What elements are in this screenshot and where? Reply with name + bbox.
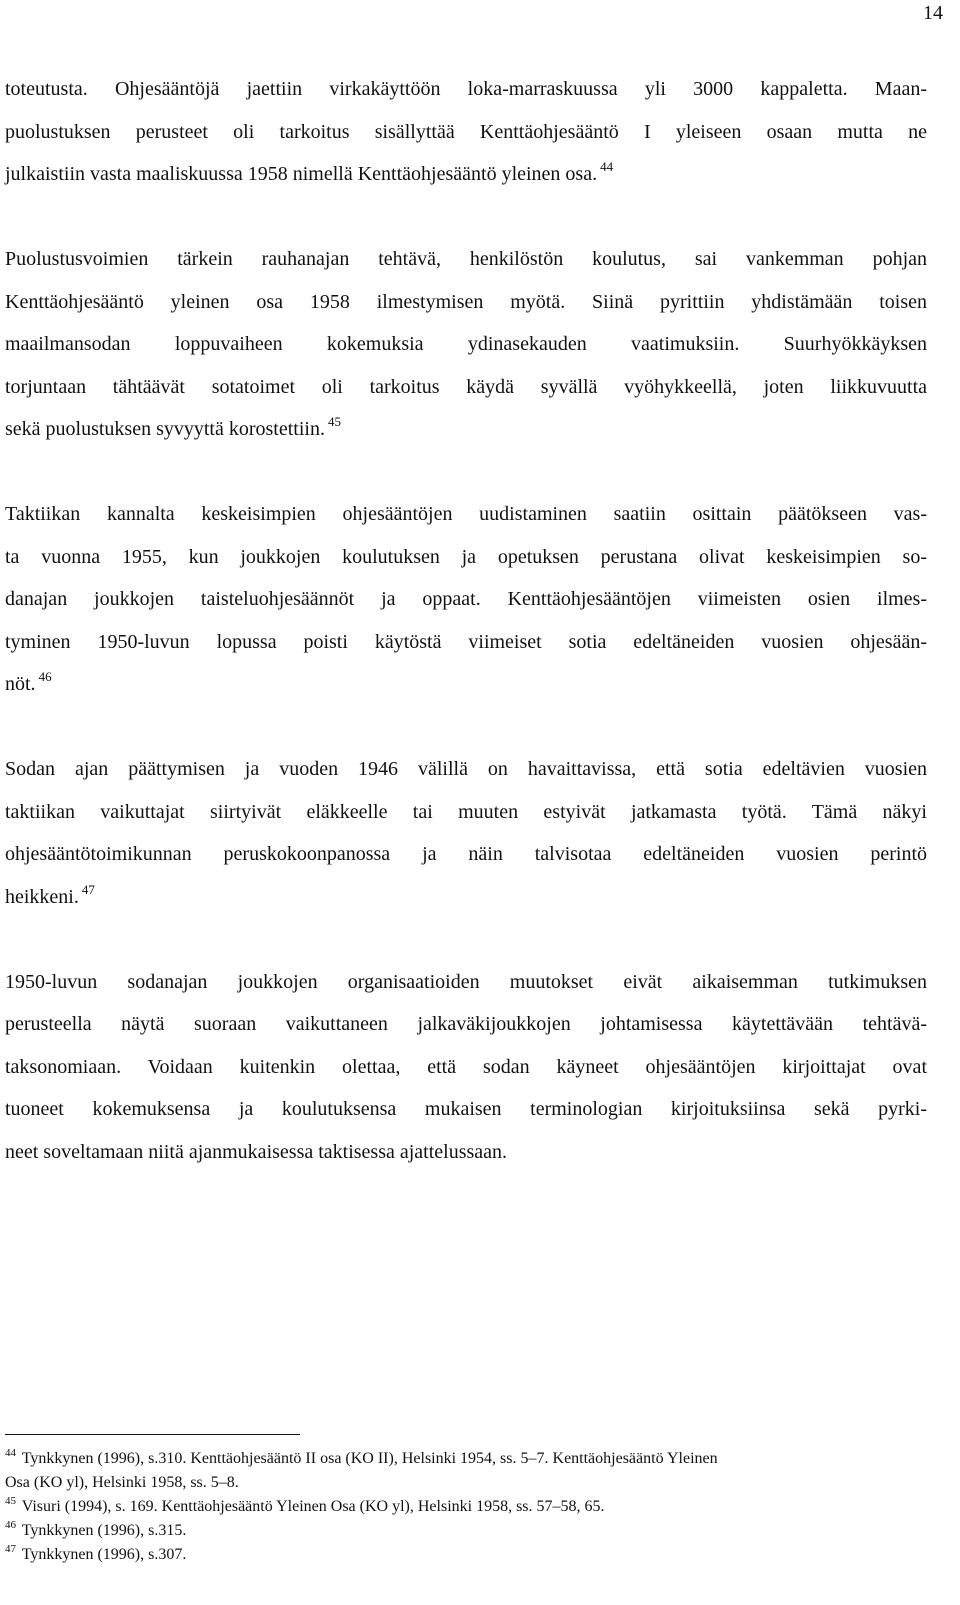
text-line: perusteella näytä suoraan vaikuttaneen jalkaväkijoukkojen johtamisessa käytettävään tehtävä-	[5, 1013, 927, 1035]
text-line: Puolustusvoimien tärkein rauhanajan tehtävä, henkilöstön koulutus, sai vankemman pohjan	[5, 248, 927, 270]
paragraph	[5, 68, 927, 196]
text-line: ohjesääntötoimikunnan peruskokoonpanossa ja näin talvisotaa edeltäneiden vuosien perintö	[5, 843, 927, 865]
text-line: 1950-luvun sodanajan joukkojen organisaatioiden muutokset eivät aikaisemman tutkimuksen	[5, 970, 927, 993]
text-line: puolustuksen perusteet oli tarkoitus sisällyttää Kenttäohjesääntö I yleiseen osaan mutta ne	[5, 120, 927, 143]
text-line: Kenttäohjesääntö yleinen osa 1958 ilmestymisen myötä. Siinä pyrittiin yhdistämään toisen	[5, 290, 927, 313]
text-line: maailmansodan loppuvaiheen kokemuksia ydinasekauden vaatimuksiin. Suurhyökkäyksen	[5, 333, 927, 355]
text-line: tyminen 1950-luvun lopussa poisti käytöstä viimeiset sotia edeltäneiden vuosien ohjesään-	[5, 630, 927, 653]
footnote-divider	[5, 1434, 300, 1435]
footnote-ref: 45	[327, 414, 341, 429]
footnote-ref: 47	[81, 881, 95, 897]
text-line: taktiikan vaikuttajat siirtyivät eläkkeelle tai muuten estyivät jatkamasta työtä. Tämä näkyi	[5, 800, 927, 823]
footnote-number: 47	[5, 1543, 16, 1555]
footnote-text: Tynkkynen (1996), s.315.	[21, 1522, 187, 1539]
paragraph	[5, 493, 927, 706]
footnote-number: 45	[5, 1495, 16, 1507]
footnote-ref: 46	[38, 669, 52, 684]
text-line: torjuntaan tähtäävät sotatoimet oli tarkoitus käydä syvällä vyöhykkeellä, joten liikkuvuutta	[5, 375, 927, 398]
text-line: taksonomiaan. Voidaan kuitenkin olettaa, että sodan käyneet ohjesääntöjen kirjoittajat ovat	[5, 1055, 927, 1078]
footnote	[5, 1519, 925, 1543]
text-line	[5, 408, 927, 451]
paragraph	[5, 961, 927, 1174]
paragraph	[5, 748, 927, 918]
text-line: Sodan ajan päättymisen ja vuoden 1946 välillä on havaittavissa, että sotia edeltävien vuosien	[5, 758, 927, 780]
text-line: neet soveltamaan niitä ajanmukaisessa taktisessa ajattelussaan.	[5, 1140, 508, 1163]
text-line	[5, 876, 927, 919]
footnote-number: 44	[5, 1447, 16, 1459]
text-line: tuoneet kokemuksensa ja koulutuksensa mukaisen terminologian kirjoituksiinsa sekä pyrki-	[5, 1098, 927, 1120]
text-line-content: heikkeni.	[5, 885, 79, 908]
text-line	[5, 153, 927, 196]
footnote-text: Tynkkynen (1996), s.310. Kenttäohjesääntö II osa (KO II), Helsinki 1954, ss. 5–7. Kenttäohjesääntö Yleinen	[21, 1450, 718, 1467]
footnote-number: 46	[5, 1519, 16, 1531]
footnote-text: Visuri (1994), s. 169. Kenttäohjesääntö Yleinen Osa (KO yl), Helsinki 1958, ss. 57–58, 65.	[21, 1498, 605, 1515]
text-line: Taktiikan kannalta keskeisimpien ohjesääntöjen uudistaminen saatiin osittain päätökseen vas-	[5, 503, 927, 525]
footnote-ref: 44	[600, 159, 614, 174]
page-number: 14	[923, 2, 943, 24]
footnote	[5, 1543, 925, 1567]
footnote-continuation: Osa (KO yl), Helsinki 1958, ss. 5–8.	[5, 1474, 239, 1491]
text-line-content: julkaistiin vasta maaliskuussa 1958 nimellä Kenttäohjesääntö yleinen osa.	[5, 163, 598, 185]
paragraph	[5, 238, 927, 451]
footnote	[5, 1447, 925, 1471]
footnote-text: Tynkkynen (1996), s.307.	[21, 1546, 187, 1563]
text-line-content: nöt.	[5, 673, 36, 695]
text-line	[5, 663, 927, 706]
body-text	[5, 68, 927, 1216]
text-line: ta vuonna 1955, kun joukkojen koulutuksen ja opetuksen perustana olivat keskeisimpien so-	[5, 545, 927, 568]
text-line: toteutusta. Ohjesääntöjä jaettiin virkakäyttöön loka-marraskuussa yli 3000 kappaletta. Maan-	[5, 78, 927, 100]
text-line: danajan joukkojen taisteluohjesäännöt ja oppaat. Kenttäohjesääntöjen viimeisten osien ilmes-	[5, 588, 927, 610]
footnote	[5, 1495, 925, 1519]
footnotes	[5, 1447, 925, 1567]
text-line-content: sekä puolustuksen syvyyttä korostettiin.	[5, 418, 325, 440]
